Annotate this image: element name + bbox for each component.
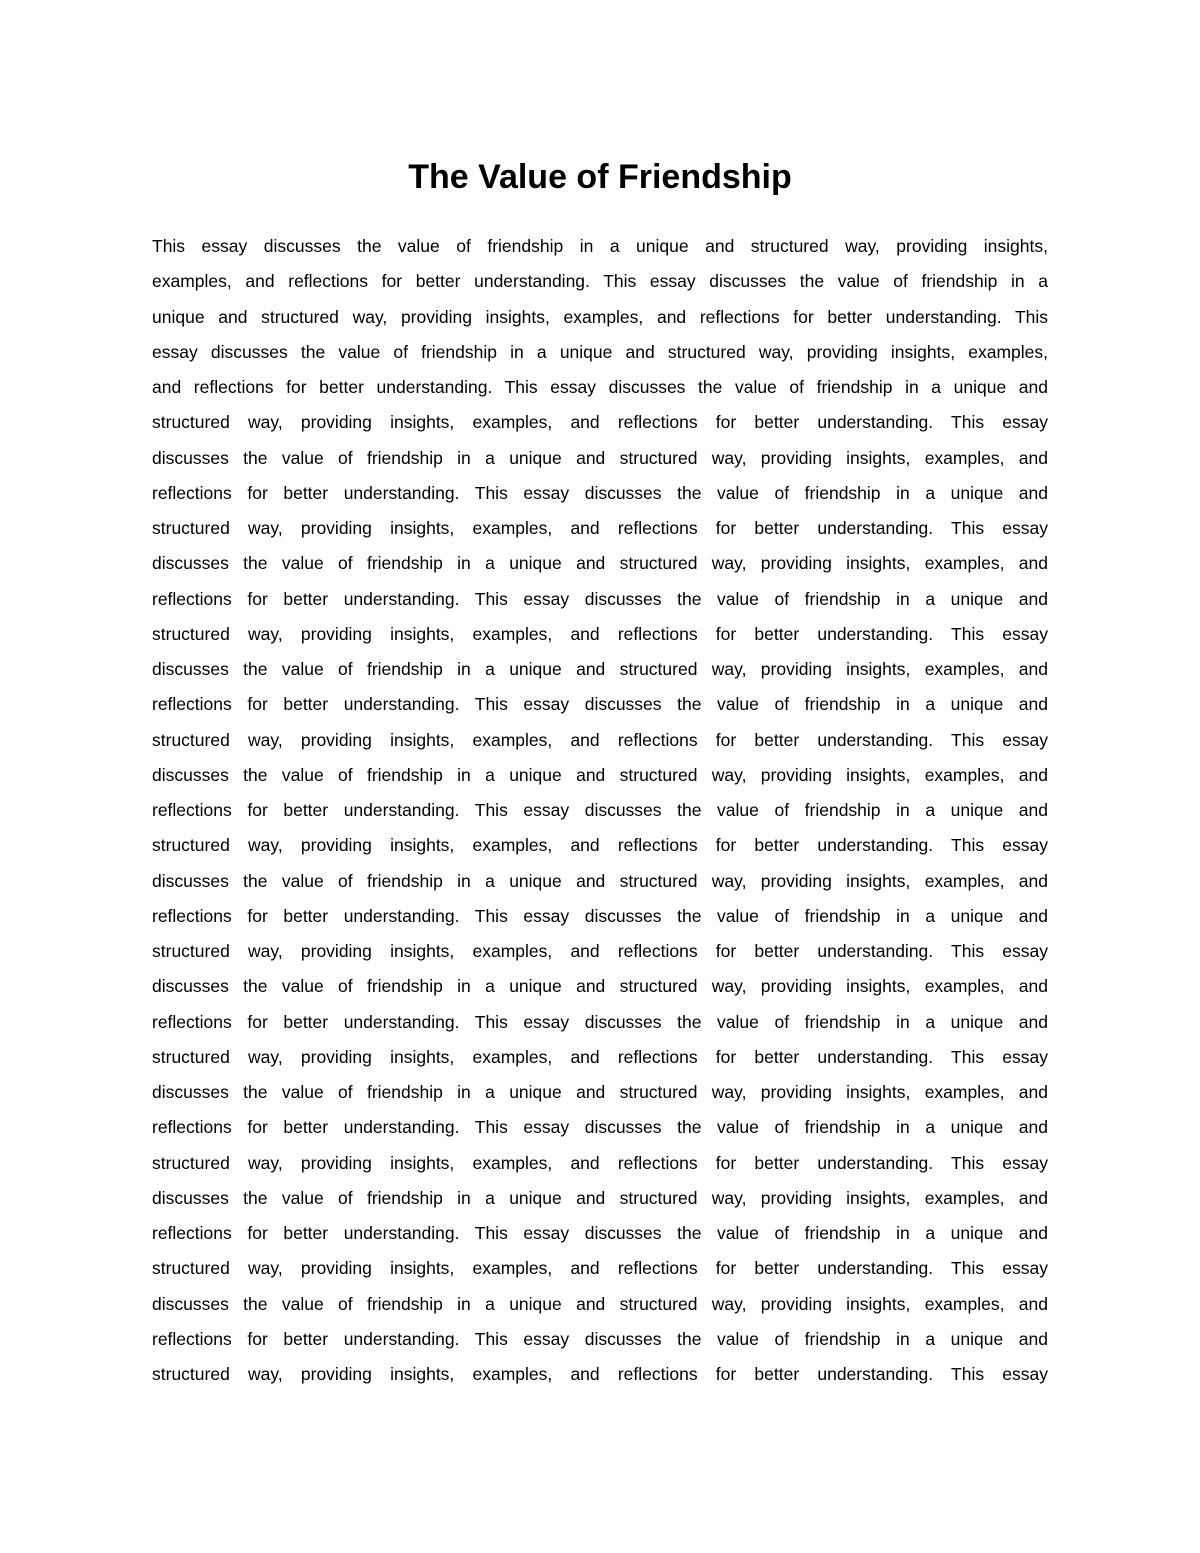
essay-line: discusses the value of friendship in a unique and structured way, providing insights, examples, and (152, 976, 1048, 997)
essay-line: structured way, providing insights, examples, and reflections for better understanding. This essay (152, 518, 1048, 538)
essay-line: reflections for better understanding. This essay discusses the value of friendship in a unique and (152, 694, 1048, 715)
essay-line: reflections for better understanding. This essay discusses the value of friendship in a unique and (152, 482, 1048, 503)
essay-line: reflections for better understanding. This essay discusses the value of friendship in a unique and (152, 905, 1048, 926)
essay-line: discusses the value of friendship in a unique and structured way, providing insights, examples, and (152, 1293, 1048, 1314)
essay-line: reflections for better understanding. This essay discusses the value of friendship in a unique and (152, 800, 1048, 820)
essay-line: discusses the value of friendship in a unique and structured way, providing insights, examples, and (152, 870, 1048, 891)
essay-line: discusses the value of friendship in a unique and structured way, providing insights, examples, and (152, 1082, 1048, 1102)
essay-line: structured way, providing insights, examples, and reflections for better understanding. This essay (152, 835, 1048, 856)
essay-line: unique and structured way, providing insights, examples, and reflections for better understanding. This (152, 306, 1048, 327)
essay-line: structured way, providing insights, examples, and reflections for better understanding. This essay (152, 941, 1048, 961)
essay-line: This essay discusses the value of friendship in a unique and structured way, providing insights, (152, 236, 1048, 256)
essay-body (152, 229, 1048, 1392)
essay-line: discusses the value of friendship in a unique and structured way, providing insights, examples, and (152, 447, 1048, 468)
essay-line: essay discusses the value of friendship in a unique and structured way, providing insights, examples, (152, 341, 1048, 362)
essay-line: reflections for better understanding. This essay discusses the value of friendship in a unique and (152, 1117, 1048, 1138)
essay-line: reflections for better understanding. This essay discusses the value of friendship in a unique and (152, 1223, 1048, 1243)
essay-line: examples, and reflections for better understanding. This essay discusses the value of friendship in a (152, 271, 1048, 292)
essay-line: structured way, providing insights, examples, and reflections for better understanding. This essay (152, 1046, 1048, 1067)
essay-line: structured way, providing insights, examples, and reflections for better understanding. This essay (152, 1258, 1048, 1279)
essay-line: discusses the value of friendship in a unique and structured way, providing insights, examples, and (152, 659, 1048, 679)
essay-line: structured way, providing insights, examples, and reflections for better understanding. This essay (152, 412, 1048, 433)
essay-line: reflections for better understanding. This essay discusses the value of friendship in a unique and (152, 1011, 1048, 1032)
essay-line: and reflections for better understanding. This essay discusses the value of friendship in a unique and (152, 377, 1048, 397)
essay-line: structured way, providing insights, examples, and reflections for better understanding. This essay (152, 1364, 1048, 1384)
document-title: The Value of Friendship (408, 158, 792, 196)
essay-line: reflections for better understanding. This essay discusses the value of friendship in a unique and (152, 1328, 1048, 1349)
essay-line: structured way, providing insights, examples, and reflections for better understanding. This essay (152, 1152, 1048, 1173)
essay-line: reflections for better understanding. This essay discusses the value of friendship in a unique and (152, 588, 1048, 609)
essay-line: discusses the value of friendship in a unique and structured way, providing insights, examples, and (152, 764, 1048, 785)
essay-line: discusses the value of friendship in a unique and structured way, providing insights, examples, and (152, 1187, 1048, 1208)
essay-line: discusses the value of friendship in a unique and structured way, providing insights, examples, and (152, 553, 1048, 574)
essay-line: structured way, providing insights, examples, and reflections for better understanding. This essay (152, 729, 1048, 750)
essay-line: structured way, providing insights, examples, and reflections for better understanding. This essay (152, 623, 1048, 644)
